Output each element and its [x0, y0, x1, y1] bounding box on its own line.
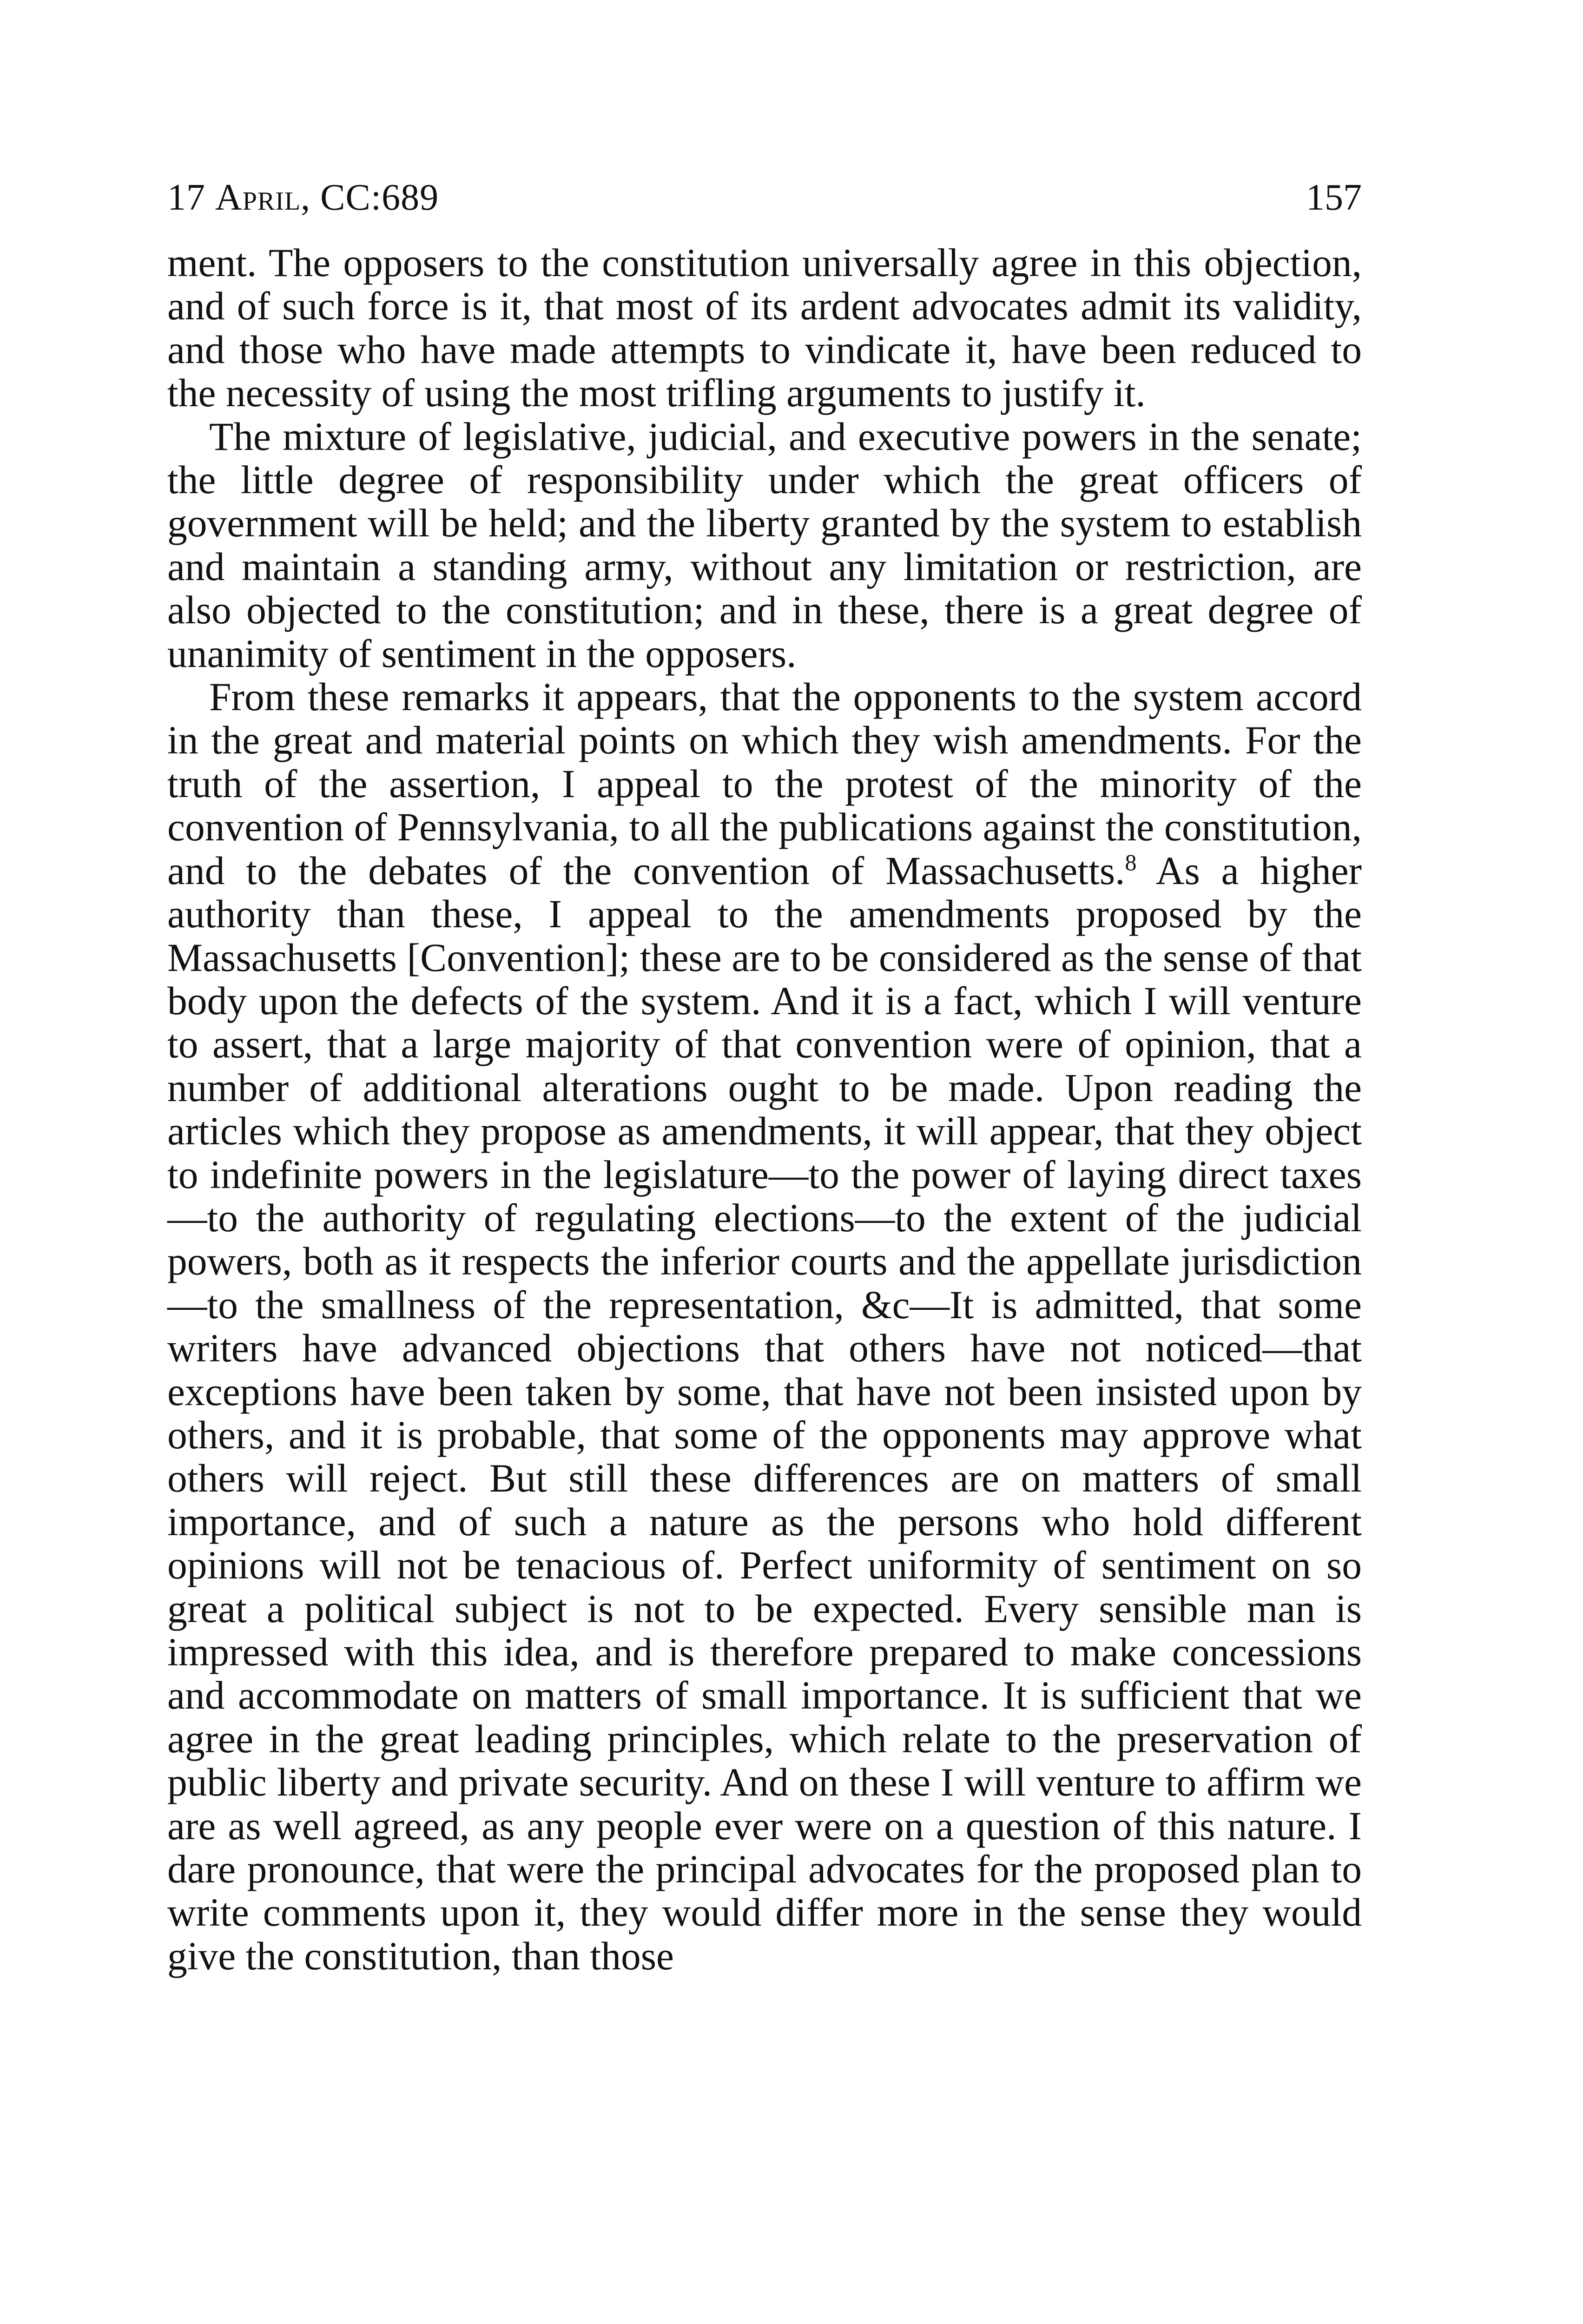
month: April: [215, 177, 301, 218]
body-text: [167, 242, 1362, 1978]
paragraph-text-after-note: As a higher authority than these, I appeal to the amendments proposed by the Massachusetts [Convention]; these are to be considered as the sense of that body upon the defects of the system. And it is a fact, which I will venture to assert, that a large majority of that convention were of opinion, that a number of additional alterations ought to be made. Upon reading the articles which they propose as amendments, it will appear, that they object to indefinite powers in the legislature—to the power of laying direct taxes—to the authority of regulating elections—to the extent of the judicial powers, both as it respects the inferior courts and the appellate jurisdiction—to the smallness of the representation, &c—It is admitted, that some writers have advanced objections that others have not noticed—that exceptions have been taken by some, that have not been insisted upon by others, and it is probable, that some of the opponents may approve what others will reject. But still these differences are on matters of small importance, and of such a nature as the persons who hold different opinions will not be tenacious of. Perfect uniformity of sentiment on so great a political subject is not to be expected. Every sensible man is impressed with this idea, and is therefore prepared to make concessions and accommodate on matters of small importance. It is sufficient that we agree in the great leading principles, which relate to the preservation of public liberty and private security. And on these I will venture to affirm we are as well agreed, as any people ever were on a question of this nature. I dare pronounce, that were the principal advocates for the proposed plan to write comments upon it, they would differ more in the sense they would give the constitution, than those: [167, 849, 1362, 1978]
paragraph-opponents-accord: [167, 676, 1362, 1978]
date-prefix: 17: [167, 177, 215, 218]
document-reference: , CC:689: [301, 177, 439, 218]
running-head: [167, 172, 1362, 223]
page-number: 157: [1306, 177, 1362, 218]
book-page: [167, 172, 1362, 1978]
footnote-marker: 8: [1125, 849, 1137, 875]
running-head-citation: [167, 172, 439, 223]
paragraph-senate-mixture: The mixture of legislative, judicial, and executive powers in the senate; the little degree of responsibility under which the great officers of government will be held; and the liberty granted by the system to establish and maintain a standing army, without any limitation or restriction, are also objected to the constitution; and in these, there is a great degree of unanimity of sentiment in the opposers.: [167, 415, 1362, 676]
paragraph-text-before-note: From these remarks it appears, that the opponents to the system accord in the great and material points on which they wish amendments. For the truth of the assertion, I appeal to the protest of the minority of the convention of Pennsylvania, to all the publications against the constitution, and to the debates of the convention of Massachusetts.: [167, 675, 1362, 893]
paragraph-continuation: ment. The opposers to the constitution universally agree in this objection, and of such force is it, that most of its ardent advocates admit its validity, and those who have made attempts to vindicate it, have been reduced to the necessity of using the most trifling arguments to justify it.: [167, 241, 1362, 416]
